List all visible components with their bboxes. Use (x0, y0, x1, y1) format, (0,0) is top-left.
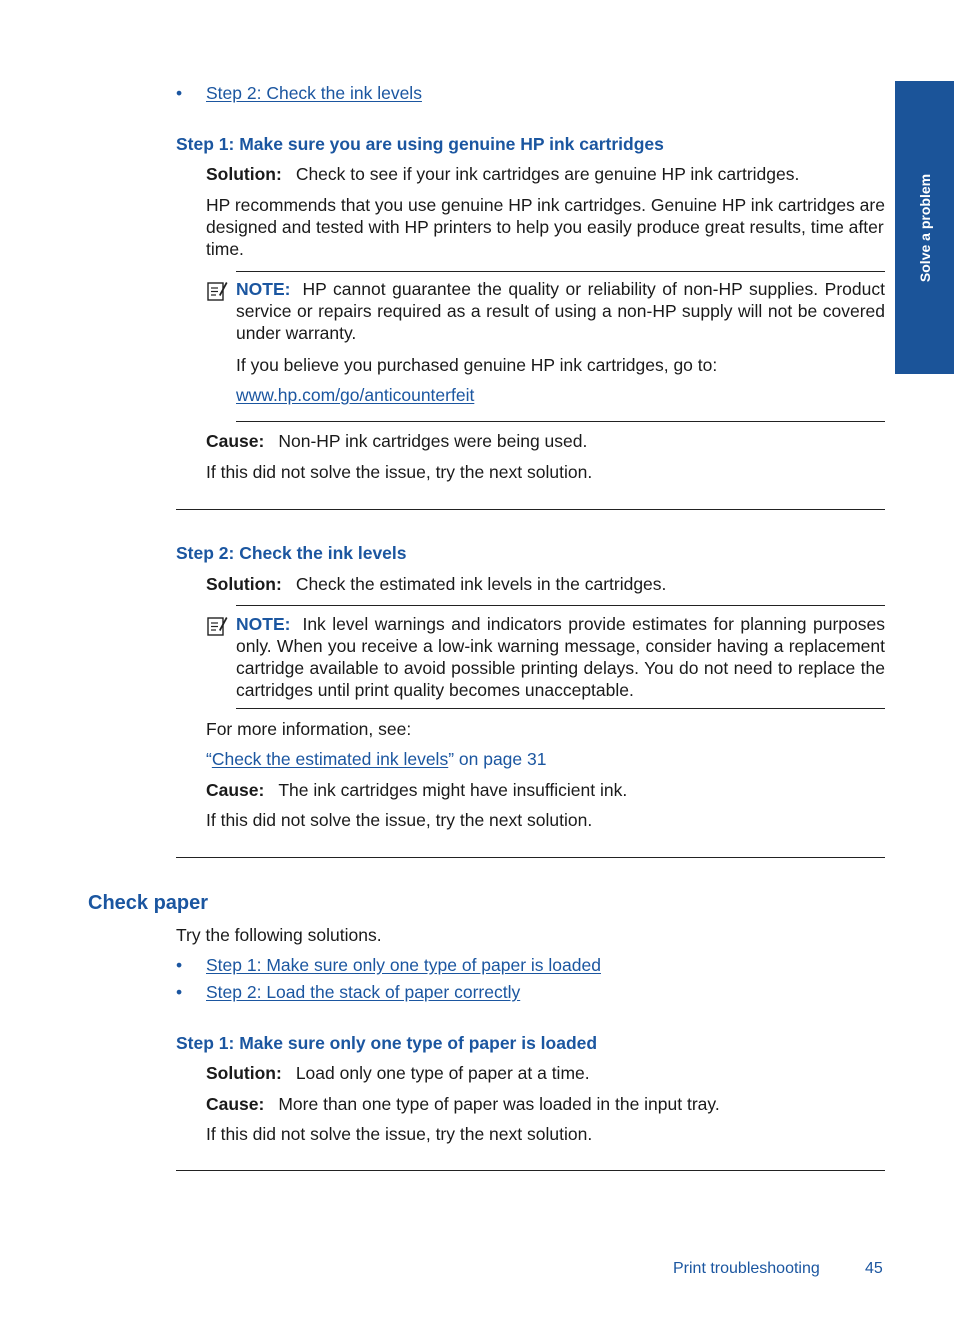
bullet-marker: • (176, 982, 183, 1002)
note-icon (206, 615, 228, 637)
check-paper-heading: Check paper (88, 892, 209, 914)
cause-text: Non-HP ink cartridges were being used. (278, 431, 588, 451)
solution-label: Solution: (206, 574, 282, 594)
solution-text: Check to see if your ink cartridges are genuine HP ink cartridges. (295, 164, 800, 184)
paper-step1-solution (206, 1062, 886, 1084)
link-step2-ink-levels[interactable]: Step 2: Check the ink levels (206, 83, 422, 103)
section1-cause (206, 430, 886, 452)
section-divider (176, 857, 885, 858)
page-number: 45 (865, 1260, 883, 1277)
link-paper-step2[interactable]: Step 2: Load the stack of paper correctly (206, 982, 521, 1002)
note-bottom-rule (236, 708, 885, 709)
footer-section: Print troubleshooting (673, 1260, 820, 1277)
note-top-rule (236, 605, 885, 606)
note-icon (206, 280, 228, 302)
note-text: NOTE: Ink level warnings and indicators provide estimates for planning purposes only. When you receive a low-ink warning message, consider having a replacement cartridge available to avoid possible printing delays. You do not need to replace the cartridges until print quality becomes unacceptable. (236, 614, 885, 700)
note-label: NOTE: (236, 279, 291, 299)
section-divider (176, 509, 885, 510)
note-bottom-rule (236, 421, 885, 422)
note-text: NOTE: HP cannot guarantee the quality or reliability of non-HP supplies. Product service or repairs required as a result of using a non-HP supply will not be covered under warranty. (236, 279, 885, 343)
cause-label: Cause: (206, 1094, 265, 1114)
section1-heading: Step 1: Make sure you are using genuine HP ink cartridges (176, 134, 664, 154)
solution-text: Check the estimated ink levels in the cartridges. (295, 574, 667, 594)
link-paper-step1[interactable]: Step 1: Make sure only one type of paper is loaded (206, 955, 601, 975)
side-tab-label: Solve a problem (916, 173, 933, 282)
check-ink-levels-link[interactable]: Check the estimated ink levels (211, 749, 449, 769)
section2-cause (206, 779, 886, 801)
cause-label: Cause: (206, 431, 265, 451)
check-paper-intro: Try the following solutions. (176, 925, 382, 945)
cross-reference: “Check the estimated ink levels” on page 31 (206, 749, 547, 769)
section2-heading: Step 2: Check the ink levels (176, 543, 407, 563)
note-top-rule (236, 271, 885, 272)
cause-label: Cause: (206, 780, 265, 800)
cause-text: More than one type of paper was loaded in the input tray. (278, 1094, 720, 1114)
section1-next: If this did not solve the issue, try the next solution. (206, 462, 593, 482)
section2-solution (206, 573, 886, 595)
section2-next: If this did not solve the issue, try the next solution. (206, 810, 593, 830)
side-tab (895, 81, 954, 374)
solution-label: Solution: (206, 1063, 282, 1083)
note-followup: If you believe you purchased genuine HP ink cartridges, go to: (236, 355, 718, 375)
cause-text: The ink cartridges might have insufficient ink. (278, 780, 628, 800)
paper-step1-heading: Step 1: Make sure only one type of paper is loaded (176, 1033, 598, 1053)
paper-step1-cause (206, 1093, 886, 1115)
note-label: NOTE: (236, 614, 291, 634)
anticounterfeit-link[interactable]: www.hp.com/go/anticounterfeit (236, 385, 475, 405)
paper-step1-next: If this did not solve the issue, try the next solution. (206, 1124, 593, 1144)
section1-solution (206, 163, 886, 185)
bullet-marker: • (176, 955, 183, 975)
bullet-marker: • (176, 83, 183, 103)
solution-label: Solution: (206, 164, 282, 184)
solution-text: Load only one type of paper at a time. (295, 1063, 590, 1083)
section-divider (176, 1170, 885, 1171)
section1-paragraph: HP recommends that you use genuine HP ink cartridges. Genuine HP ink cartridges are designed and tested with HP printers to help you easily produce great results, time after time. (206, 195, 885, 259)
more-info-text: For more information, see: (206, 719, 412, 739)
